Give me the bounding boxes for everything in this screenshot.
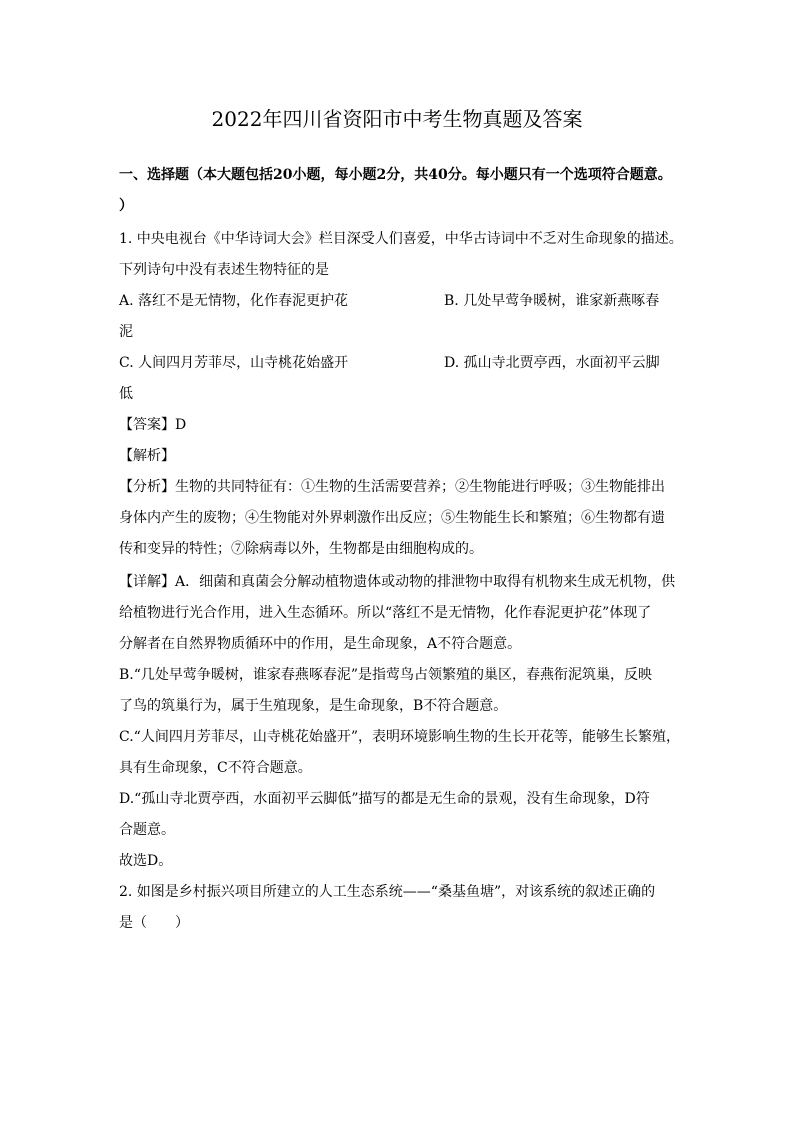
detailed-explanation-line: 给植物进行光合作用，进入生态循环。所以“落红不是无情物，化作春泥更护花”体现了 xyxy=(119,605,652,621)
option-c-explanation: C.“人间四月芳菲尽，山寺桃花始盛开”，表明环境影响生物的生长开花等，能够生长繁殖， xyxy=(119,729,680,745)
question-1-option-c: C. 人间四月芳菲尽，山寺桃花始盛开 xyxy=(119,355,349,371)
question-1-option-d-wrap: 低 xyxy=(119,386,133,402)
option-d-explanation: D.“孤山寺北贾亭西，水面初平云脚低”描写的都是无生命的景观，没有生命现象，D符 xyxy=(119,791,650,807)
question-2-stem: 2. 如图是乡村振兴项目所建立的人工生态系统——“桑基鱼塘”，对该系统的叙述正确的 xyxy=(119,884,656,900)
section-heading-continuation: ） xyxy=(119,198,133,214)
detailed-explanation-line: 【详解】A．细菌和真菌会分解动植物遗体或动物的排泄物中取得有机物来生成无机物，供 xyxy=(119,574,676,590)
question-1-option-b: B. 几处早莺争暖树，谁家新燕啄春 xyxy=(444,293,660,309)
conclusion: 故选D。 xyxy=(119,853,173,869)
analysis-label: 【解析】 xyxy=(119,448,175,464)
document-title: 2022年四川省资阳市中考生物真题及答案 xyxy=(211,107,583,131)
question-1-option-a: A. 落红不是无情物，化作春泥更护花 xyxy=(119,293,349,309)
analysis-summary-line: 传和变异的特性；⑦除病毒以外，生物都是由细胞构成的。 xyxy=(119,541,483,557)
question-2-stem-cont: 是（ ） xyxy=(119,915,189,931)
option-d-explanation-cont: 合题意。 xyxy=(119,822,175,838)
detailed-explanation-line: 分解者在自然界物质循环中的作用，是生命现象，A不符合题意。 xyxy=(119,636,522,652)
question-1-option-d: D. 孤山寺北贾亭西，水面初平云脚 xyxy=(444,355,660,371)
question-1-option-b-wrap: 泥 xyxy=(119,324,133,340)
analysis-summary-line: 【分析】生物的共同特征有：①生物的生活需要营养；②生物能进行呼吸；③生物能排出 xyxy=(119,479,665,495)
section-heading: 一、选择题（本大题包括20小题，每小题2分，共40分。每小题只有一个选项符合题意。 xyxy=(119,167,672,183)
option-b-explanation-cont: 了鸟的筑巢行为，属于生殖现象，是生命现象，B不符合题意。 xyxy=(119,698,508,714)
option-b-explanation: B.“几处早莺争暖树，谁家春燕啄春泥”是指莺鸟占领繁殖的巢区，春燕衔泥筑巢，反映 xyxy=(119,667,653,683)
question-1-stem-cont: 下列诗句中没有表述生物特征的是 xyxy=(119,262,329,278)
answer-label: 【答案】D xyxy=(119,417,187,433)
analysis-summary-line: 身体内产生的废物；④生物能对外界刺激作出反应；⑤生物能生长和繁殖；⑥生物都有遗 xyxy=(119,510,665,526)
question-1-stem: 1. 中央电视台《中华诗词大会》栏目深受人们喜爱，中华古诗词中不乏对生命现象的描述。 xyxy=(119,231,683,247)
option-c-explanation-cont: 具有生命现象，C不符合题意。 xyxy=(119,760,312,776)
